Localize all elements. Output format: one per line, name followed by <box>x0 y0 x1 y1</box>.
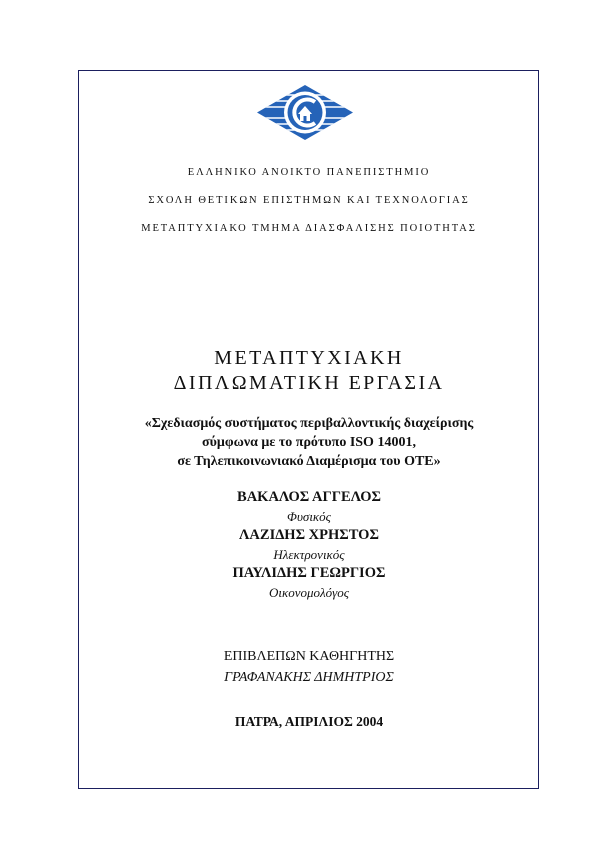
author-name: ΛΑΖΙΔΗΣ ΧΡΗΣΤΟΣ <box>239 527 379 543</box>
author-name: ΠΑΥΛΙΔΗΣ ΓΕΩΡΓΙΟΣ <box>232 565 386 581</box>
subtitle-line: «Σχεδιασμός συστήματος περιβαλλοντικής διαχείρισης <box>144 416 474 431</box>
author-profession: Ηλεκτρονικός <box>273 547 345 562</box>
author-profession: Οικονομολόγος <box>268 585 350 600</box>
author-name: ΒΑΚΑΛΟΣ ΑΓΓΕΛΟΣ <box>237 489 381 505</box>
school-name: ΣΧΟΛΗ ΘΕΤΙΚΩΝ ΕΠΙΣΤΗΜΩΝ ΚΑΙ ΤΕΧΝΟΛΟΓΙΑΣ <box>148 195 470 206</box>
subtitle-line: σύμφωνα με το πρότυπο ISO 14001, <box>202 435 416 450</box>
university-logo-icon <box>257 85 353 140</box>
document-title-line-2: ΔΙΠΛΩΜΑΤΙΚΗ ΕΡΓΑΣΙΑ <box>173 372 445 394</box>
supervisor-name: ΓΡΑΦΑΝΑΚΗΣ ΔΗΜΗΤΡΙΟΣ <box>224 670 394 685</box>
supervisor-label: ΕΠΙΒΛΕΠΩΝ ΚΑΘΗΓΗΤΗΣ <box>223 649 395 664</box>
place-and-date: ΠΑΤΡΑ, ΑΠΡΙΛΙΟΣ 2004 <box>234 714 384 729</box>
department-name: ΜΕΤΑΠΤΥΧΙΑΚΟ ΤΜΗΜΑ ΔΙΑΣΦΑΛΙΣΗΣ ΠΟΙΟΤΗΤΑΣ <box>141 223 477 234</box>
university-name: ΕΛΛΗΝΙΚΟ ΑΝΟΙΚΤΟ ΠΑΝΕΠΙΣΤΗΜΙΟ <box>187 167 431 178</box>
document-title-line-1: ΜΕΤΑΠΤΥΧΙΑΚΗ <box>214 347 404 369</box>
author-profession: Φυσικός <box>287 509 331 524</box>
authors-list <box>80 488 538 602</box>
subtitle-line: σε Τηλεπικοινωνιακό Διαμέρισμα του ΟΤΕ» <box>177 454 441 469</box>
thesis-subtitle <box>80 414 538 471</box>
